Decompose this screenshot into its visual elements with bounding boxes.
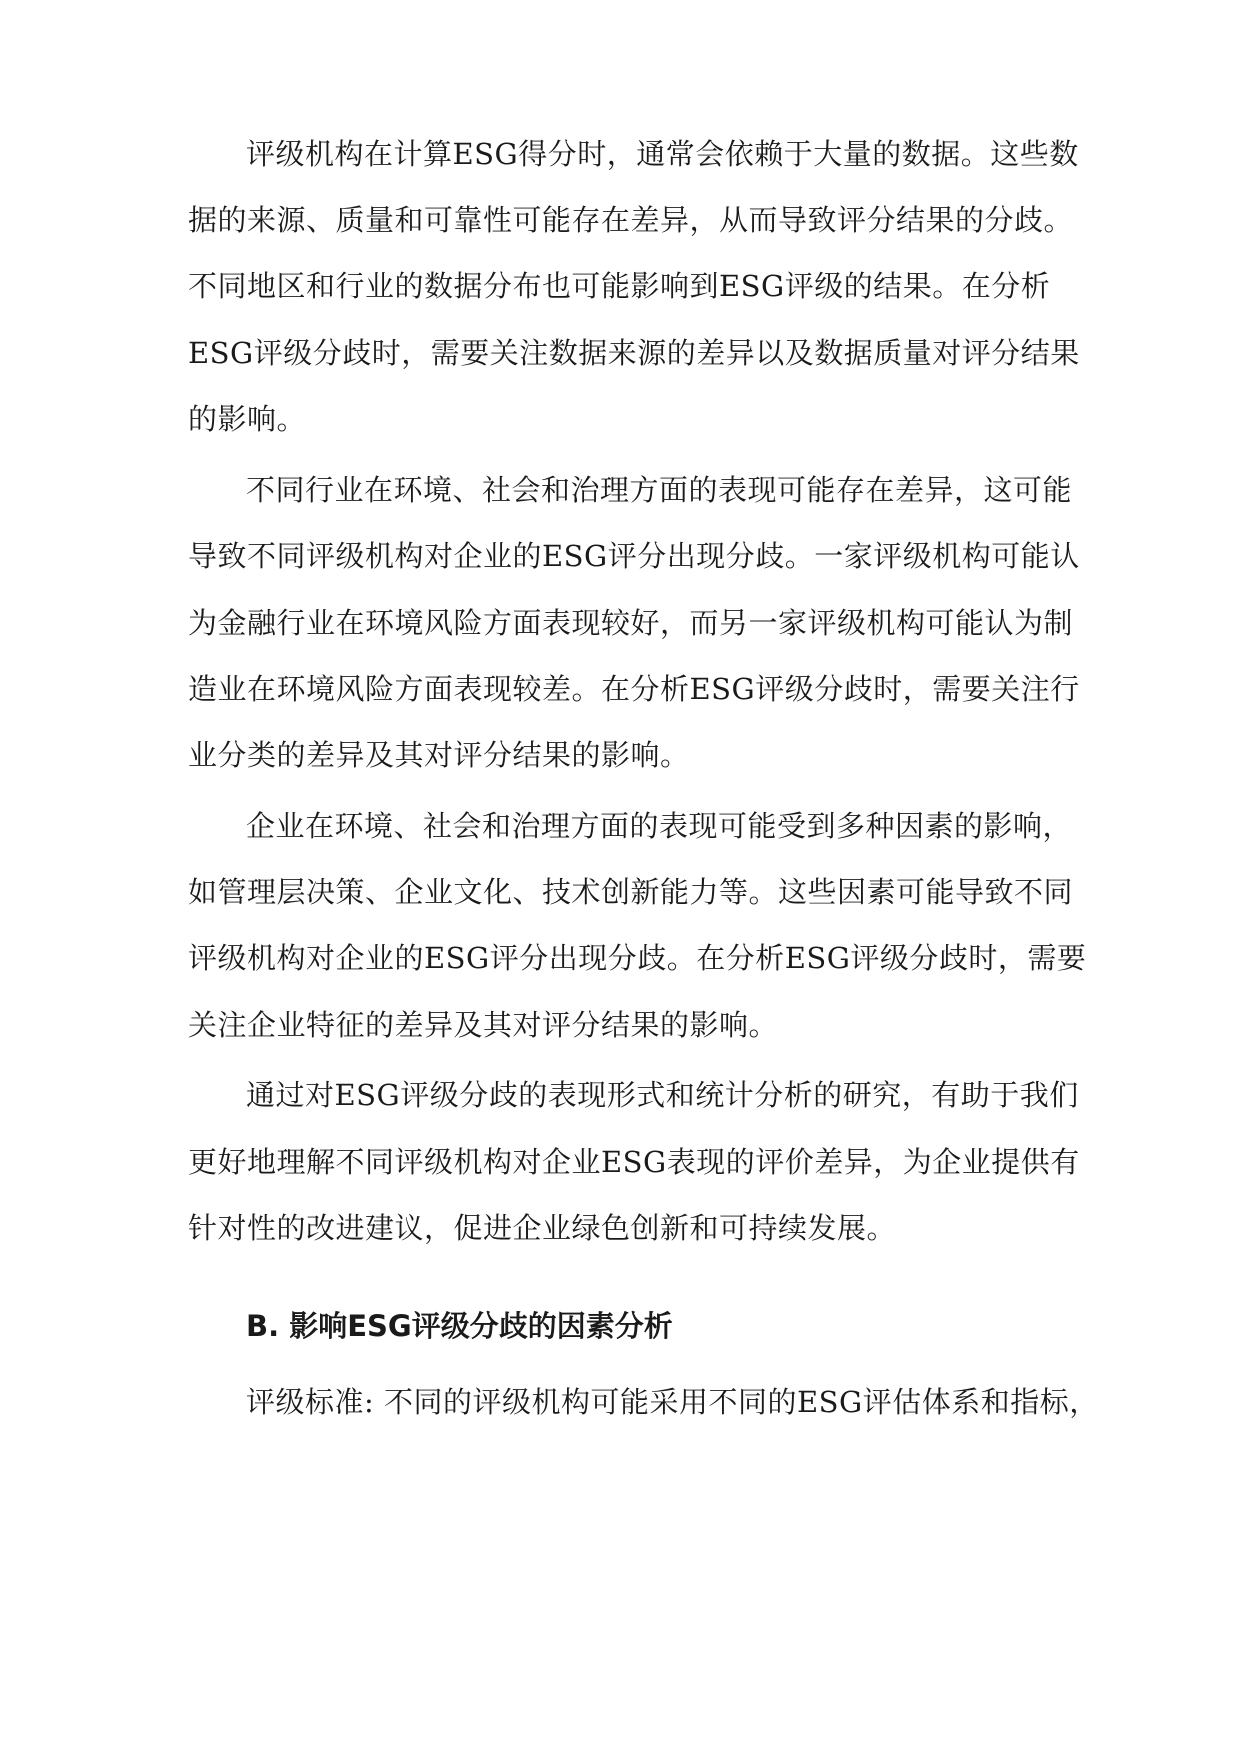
- paragraph-1-line-3: 不同地区和行业的数据分布也可能影响到ESG评级的结果。在分析: [188, 269, 1051, 303]
- paragraph-3-line-2: 如管理层决策、企业文化、技术创新能力等。这些因素可能导致不同: [188, 875, 1074, 909]
- paragraph-2-line-4: 造业在环境风险方面表现较差。在分析ESG评级分歧时，需要关注行: [188, 672, 1080, 706]
- paragraph-3-line-1: 企业在环境、社会和治理方面的表现可能受到多种因素的影响，: [246, 809, 1073, 843]
- paragraph-3-line-4: 关注企业特征的差异及其对评分结果的影响。: [188, 1008, 779, 1042]
- paragraph-1-line-4: ESG评级分歧时，需要关注数据来源的差异以及数据质量对评分结果: [188, 336, 1080, 370]
- paragraph-2-line-5: 业分类的差异及其对评分结果的影响。: [188, 738, 690, 772]
- paragraph-2-line-3: 为金融行业在环境风险方面表现较好，而另一家评级机构可能认为制: [188, 606, 1074, 640]
- paragraph-3-line-3: 评级机构对企业的ESG评分出现分歧。在分析ESG评级分歧时，需要: [188, 941, 1087, 975]
- paragraph-1-line-5: 的影响。: [188, 402, 307, 436]
- paragraph-2-line-2: 导致不同评级机构对企业的ESG评分出现分歧。一家评级机构可能认: [188, 539, 1080, 573]
- paragraph-5-line-1: 评级标准: 不同的评级机构可能采用不同的ESG评估体系和指标，: [246, 1385, 1099, 1419]
- paragraph-4-line-2: 更好地理解不同评级机构对企业ESG表现的评价差异，为企业提供有: [188, 1145, 1080, 1179]
- paragraph-1-line-2: 据的来源、质量和可靠性可能存在差异，从而导致评分结果的分歧。: [188, 203, 1074, 237]
- paragraph-1-line-1: 评级机构在计算ESG得分时，通常会依赖于大量的数据。这些数: [246, 137, 1079, 171]
- paragraph-4-line-1: 通过对ESG评级分歧的表现形式和统计分析的研究，有助于我们: [246, 1078, 1079, 1112]
- paragraph-4-line-3: 针对性的改进建议，促进企业绿色创新和可持续发展。: [188, 1211, 897, 1245]
- paragraph-2-line-1: 不同行业在环境、社会和治理方面的表现可能存在差异，这可能: [246, 473, 1073, 507]
- section-heading: B. 影响ESG评级分歧的因素分析: [246, 1309, 673, 1343]
